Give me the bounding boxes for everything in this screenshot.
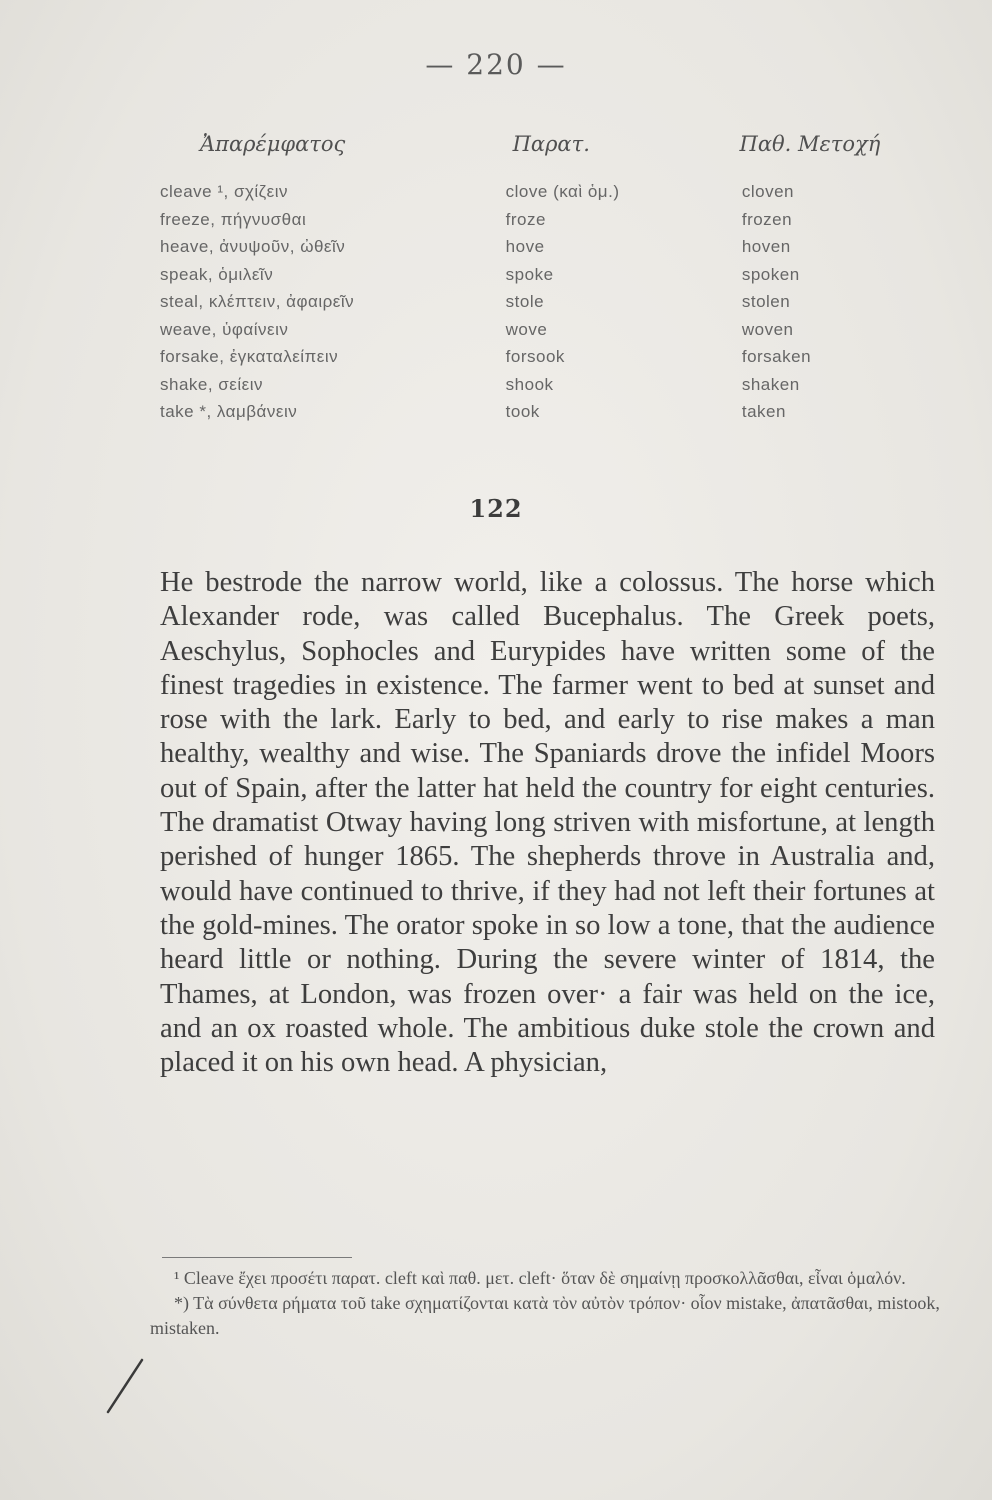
verb-past-participle: hoven	[741, 237, 791, 256]
section-number: 122	[469, 494, 523, 523]
verb-row	[150, 398, 910, 426]
exercise-paragraph: He bestrode the narrow world, like a colossus. The horse which Alexander rode, was called Bucephalus. The Greek poets, Aeschylus, Sophocles and Eurypides have written some of the finest tragedies in existence. The farmer went to bed at sunset and rose with the lark. Early to bed, and early to rise makes a man healthy, wealthy and wise. The Spaniards drove the infidel Moors out of Spain, after the latter hat held the country for eight centuries. The dramatist Otway having long striven with misfortune, at length perished of hunger 1865. The shepherds throve in Australia and, would have continued to thrive, if they had not left their fortunes at the gold-mines. The orator spoke in so low a tone, that the audience heard little or nothing. During the severe winter of 1814, the Thames, at London, was frozen over· a fair was held on the ice, and an ox roasted whole. The ambitious duke stole the crown and placed it on his own head. A physician,	[160, 567, 935, 1079]
verb-past: wove	[505, 319, 548, 339]
verb-row	[150, 316, 910, 344]
footnotes	[150, 1266, 940, 1341]
verb-table-header	[150, 132, 910, 178]
verb-infinitive: forsake, ἐγκαταλείπειν	[160, 347, 339, 366]
verb-past-participle: stolen	[741, 292, 791, 311]
verb-past: forsook	[505, 347, 565, 366]
verb-past: shook	[505, 374, 554, 394]
verb-past-participle: shaken	[741, 374, 800, 394]
header-past-participle: Παθ. Μετοχή	[739, 132, 881, 156]
header-past: Παρατ.	[512, 132, 590, 156]
verb-row	[150, 343, 910, 371]
footnote-take: *) Τὰ σύνθετα ρήματα τοῦ take σχηματίζονται κατὰ τὸν αὐτὸν τρόπον· οἷον mistake, ἀπατᾶσθαι, mistook, mistaken.	[150, 1293, 940, 1338]
verb-row	[150, 233, 910, 261]
footnote-cleave: ¹ Cleave ἔχει προσέτι παρατ. cleft καὶ παθ. μετ. cleft· ὅταν δὲ σημαίνῃ προσκολλᾶσθαι, εἶναι ὁμαλόν.	[174, 1268, 906, 1288]
page-number: — 220 —	[425, 48, 567, 81]
verb-infinitive: weave, ὑφαίνειν	[160, 319, 289, 339]
header-infinitive: Ἀπαρέμφατος	[200, 132, 346, 156]
verb-row	[150, 178, 910, 206]
verb-infinitive: heave, ἀνυψοῦν, ὠθεῖν	[160, 237, 346, 256]
verb-row	[150, 206, 910, 234]
verb-past-participle: woven	[741, 319, 794, 339]
verb-past-participle: spoken	[741, 264, 800, 284]
footnote-divider	[162, 1257, 352, 1258]
verb-past-participle: cloven	[741, 182, 794, 201]
verb-past-participle: frozen	[741, 209, 793, 229]
verb-infinitive: speak, ὁμιλεῖν	[160, 264, 274, 284]
verb-row	[150, 261, 910, 289]
verb-past: spoke	[505, 264, 554, 284]
verb-infinitive: cleave ¹, σχίζειν	[160, 182, 289, 201]
verb-past-participle: forsaken	[741, 347, 812, 366]
verb-past: stole	[505, 292, 545, 311]
verb-infinitive: freeze, πήγνυσθαι	[160, 209, 307, 229]
verb-row	[150, 371, 910, 399]
verb-infinitive: take *, λαμβάνειν	[160, 402, 298, 421]
verb-conjugation-table	[150, 132, 910, 426]
verb-past: took	[505, 402, 540, 421]
verb-row	[150, 288, 910, 316]
verb-past-participle: taken	[741, 402, 786, 421]
verb-past: hove	[505, 237, 545, 256]
verb-past: clove (καὶ ὁμ.)	[505, 182, 620, 201]
pencil-mark	[104, 1356, 144, 1416]
verb-infinitive: shake, σείειν	[160, 374, 264, 394]
verb-infinitive: steal, κλέπτειν, ἀφαιρεῖν	[160, 292, 355, 311]
verb-past: froze	[505, 209, 546, 229]
